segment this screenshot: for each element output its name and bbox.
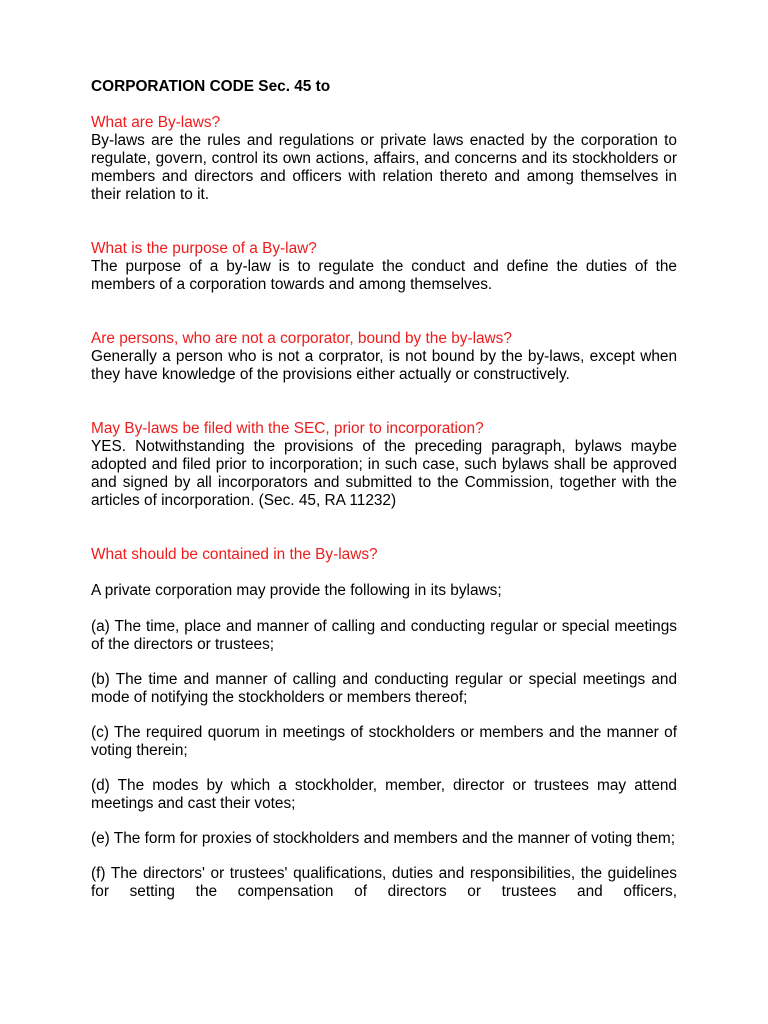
qa-block-bylaws-contents [91, 546, 677, 564]
qa-block-filing-with-sec [91, 420, 677, 510]
document-page [91, 78, 677, 918]
question-heading: Are persons, who are not a corporator, bound by the by-laws? [91, 330, 512, 347]
question-heading: What are By-laws? [91, 114, 221, 131]
contents-list-item: (a) The time, place and manner of calling and conducting regular or special meetings of the directors or trustees; [91, 618, 677, 653]
document-title: CORPORATION CODE Sec. 45 to [91, 78, 331, 95]
contents-list-item: (d) The modes by which a stockholder, member, director or trustees may attend meetings and cast their votes; [91, 777, 677, 812]
contents-list-item: (c) The required quorum in meetings of stockholders or members and the manner of voting therein; [91, 724, 677, 759]
answer-paragraph: The purpose of a by-law is to regulate the conduct and define the duties of the members of a corporation towards and among themselves. [91, 258, 677, 293]
contents-list-item: (b) The time and manner of calling and conducting regular or special meetings and mode of notifying the stockholders or members thereof; [91, 671, 677, 706]
question-heading: What should be contained in the By-laws? [91, 546, 378, 563]
question-heading: What is the purpose of a By-law? [91, 240, 317, 257]
qa-block-bylaw-purpose [91, 240, 677, 294]
answer-paragraph: YES. Notwithstanding the provisions of the preceding paragraph, bylaws maybe adopted and filed prior to incorporation; in such case, such bylaws shall be approved and signed by all incorporators and submitted to the Commission, together with the articles of incorporation. (Sec. 45, RA 11232) [91, 438, 677, 509]
answer-paragraph: By-laws are the rules and regulations or private laws enacted by the corporation to regulate, govern, control its own actions, affairs, and concerns and its stockholders or members and directors and officers with relation thereto and among themselves in their relation to it. [91, 132, 677, 203]
contents-list-item: (f) The directors' or trustees' qualifications, duties and responsibilities, the guidelines for setting the compensation of directors or trustees and officers, [91, 865, 677, 900]
contents-intro: A private corporation may provide the following in its bylaws; [91, 582, 502, 599]
contents-list-item: (e) The form for proxies of stockholders and members and the manner of voting them; [91, 830, 675, 847]
answer-paragraph: Generally a person who is not a corprator, is not bound by the by-laws, except when they have knowledge of the provisions either actually or constructively. [91, 348, 677, 383]
question-heading: May By-laws be filed with the SEC, prior to incorporation? [91, 420, 484, 437]
qa-block-non-corporator [91, 330, 677, 384]
qa-block-bylaws-definition [91, 114, 677, 204]
